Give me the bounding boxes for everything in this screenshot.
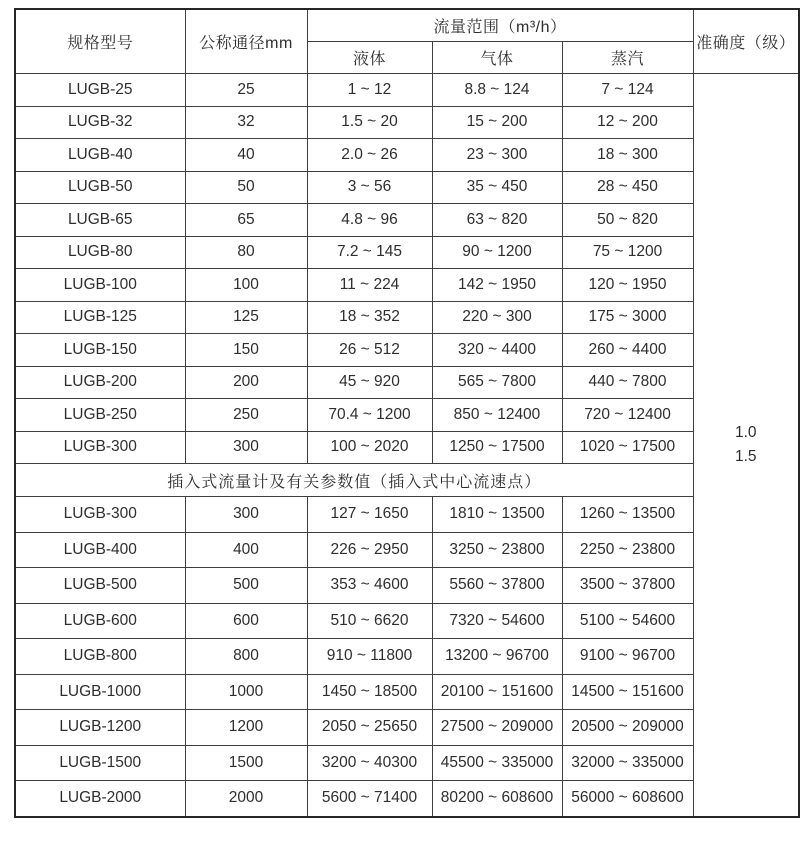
- liquid-cell: 1.5 ~ 20: [307, 106, 432, 139]
- gas-cell: 7320 ~ 54600: [432, 603, 562, 639]
- gas-cell: 35 ~ 450: [432, 171, 562, 204]
- model-cell: LUGB-65: [15, 204, 185, 237]
- gas-cell: 850 ~ 12400: [432, 399, 562, 432]
- steam-cell: 14500 ~ 151600: [562, 674, 693, 710]
- dn-cell: 1200: [185, 710, 307, 746]
- accuracy-value: 1.0: [734, 423, 757, 441]
- liquid-cell: 127 ~ 1650: [307, 497, 432, 533]
- steam-cell: 720 ~ 12400: [562, 399, 693, 432]
- model-cell: LUGB-250: [15, 399, 185, 432]
- liquid-cell: 3 ~ 56: [307, 171, 432, 204]
- table-row: [15, 171, 799, 204]
- model-cell: LUGB-80: [15, 236, 185, 269]
- dn-cell: 32: [185, 106, 307, 139]
- table-row: [15, 106, 799, 139]
- model-cell: LUGB-500: [15, 568, 185, 604]
- dn-cell: 250: [185, 399, 307, 432]
- steam-cell: 50 ~ 820: [562, 204, 693, 237]
- liquid-cell: 3200 ~ 40300: [307, 745, 432, 781]
- gas-cell: 63 ~ 820: [432, 204, 562, 237]
- table-row: [15, 674, 799, 710]
- steam-cell: 440 ~ 7800: [562, 366, 693, 399]
- steam-cell: 32000 ~ 335000: [562, 745, 693, 781]
- model-cell: LUGB-32: [15, 106, 185, 139]
- liquid-cell: 2050 ~ 25650: [307, 710, 432, 746]
- dn-cell: 600: [185, 603, 307, 639]
- model-cell: LUGB-125: [15, 301, 185, 334]
- steam-cell: 5100 ~ 54600: [562, 603, 693, 639]
- gas-cell: 1250 ~ 17500: [432, 431, 562, 464]
- gas-cell: 23 ~ 300: [432, 139, 562, 172]
- gas-cell: 80200 ~ 608600: [432, 781, 562, 817]
- dn-cell: 40: [185, 139, 307, 172]
- table-header: [15, 9, 799, 74]
- steam-cell: 2250 ~ 23800: [562, 532, 693, 568]
- liquid-cell: 510 ~ 6620: [307, 603, 432, 639]
- table-row: [15, 603, 799, 639]
- table-row: [15, 74, 799, 107]
- model-cell: LUGB-40: [15, 139, 185, 172]
- model-cell: LUGB-1200: [15, 710, 185, 746]
- model-cell: LUGB-800: [15, 639, 185, 675]
- dn-cell: 400: [185, 532, 307, 568]
- liquid-cell: 2.0 ~ 26: [307, 139, 432, 172]
- model-cell: LUGB-150: [15, 334, 185, 367]
- liquid-cell: 100 ~ 2020: [307, 431, 432, 464]
- dn-cell: 100: [185, 269, 307, 302]
- table-row: [15, 639, 799, 675]
- header-flow-range: 流量范围（m³/h）: [307, 9, 693, 42]
- steam-cell: 175 ~ 3000: [562, 301, 693, 334]
- gas-cell: 320 ~ 4400: [432, 334, 562, 367]
- header-gas: 气体: [432, 42, 562, 74]
- model-cell: LUGB-100: [15, 269, 185, 302]
- dn-cell: 200: [185, 366, 307, 399]
- table-row: [15, 399, 799, 432]
- liquid-cell: 18 ~ 352: [307, 301, 432, 334]
- dn-cell: 1000: [185, 674, 307, 710]
- gas-cell: 90 ~ 1200: [432, 236, 562, 269]
- liquid-cell: 70.4 ~ 1200: [307, 399, 432, 432]
- liquid-cell: 1450 ~ 18500: [307, 674, 432, 710]
- dn-cell: 125: [185, 301, 307, 334]
- liquid-cell: 4.8 ~ 96: [307, 204, 432, 237]
- dn-cell: 1500: [185, 745, 307, 781]
- section-separator-row: [15, 464, 799, 497]
- liquid-cell: 353 ~ 4600: [307, 568, 432, 604]
- gas-cell: 220 ~ 300: [432, 301, 562, 334]
- table-row: [15, 497, 799, 533]
- dn-cell: 300: [185, 497, 307, 533]
- liquid-cell: 11 ~ 224: [307, 269, 432, 302]
- model-cell: LUGB-600: [15, 603, 185, 639]
- table-row: [15, 334, 799, 367]
- model-cell: LUGB-25: [15, 74, 185, 107]
- dn-cell: 80: [185, 236, 307, 269]
- accuracy-cell: [693, 74, 799, 817]
- liquid-cell: 226 ~ 2950: [307, 532, 432, 568]
- gas-cell: 8.8 ~ 124: [432, 74, 562, 107]
- gas-cell: 565 ~ 7800: [432, 366, 562, 399]
- steam-cell: 120 ~ 1950: [562, 269, 693, 302]
- model-cell: LUGB-1500: [15, 745, 185, 781]
- section-separator-label: 插入式流量计及有关参数值（插入式中心流速点）: [15, 464, 693, 497]
- table-row: [15, 710, 799, 746]
- dn-cell: 50: [185, 171, 307, 204]
- table-row: [15, 301, 799, 334]
- liquid-cell: 26 ~ 512: [307, 334, 432, 367]
- table-row: [15, 139, 799, 172]
- model-cell: LUGB-300: [15, 497, 185, 533]
- accuracy-value: 1.5: [734, 447, 757, 465]
- header-liquid: 液体: [307, 42, 432, 74]
- dn-cell: 25: [185, 74, 307, 107]
- table-row: [15, 431, 799, 464]
- liquid-cell: 1 ~ 12: [307, 74, 432, 107]
- liquid-cell: 5600 ~ 71400: [307, 781, 432, 817]
- gas-cell: 20100 ~ 151600: [432, 674, 562, 710]
- model-cell: LUGB-1000: [15, 674, 185, 710]
- steam-cell: 28 ~ 450: [562, 171, 693, 204]
- flow-meter-spec-table: [14, 8, 800, 818]
- model-cell: LUGB-200: [15, 366, 185, 399]
- table-row: [15, 568, 799, 604]
- steam-cell: 12 ~ 200: [562, 106, 693, 139]
- table-row: [15, 532, 799, 568]
- dn-cell: 65: [185, 204, 307, 237]
- gas-cell: 45500 ~ 335000: [432, 745, 562, 781]
- liquid-cell: 45 ~ 920: [307, 366, 432, 399]
- steam-cell: 75 ~ 1200: [562, 236, 693, 269]
- steam-cell: 3500 ~ 37800: [562, 568, 693, 604]
- steam-cell: 9100 ~ 96700: [562, 639, 693, 675]
- header-accuracy: 准确度（级）: [693, 9, 799, 74]
- steam-cell: 1020 ~ 17500: [562, 431, 693, 464]
- header-nominal-diameter: 公称通径mm: [185, 9, 307, 74]
- dn-cell: 500: [185, 568, 307, 604]
- gas-cell: 15 ~ 200: [432, 106, 562, 139]
- model-cell: LUGB-2000: [15, 781, 185, 817]
- model-cell: LUGB-50: [15, 171, 185, 204]
- table-body: [15, 74, 799, 817]
- steam-cell: 7 ~ 124: [562, 74, 693, 107]
- dn-cell: 2000: [185, 781, 307, 817]
- gas-cell: 13200 ~ 96700: [432, 639, 562, 675]
- header-steam: 蒸汽: [562, 42, 693, 74]
- model-cell: LUGB-400: [15, 532, 185, 568]
- dn-cell: 800: [185, 639, 307, 675]
- gas-cell: 3250 ~ 23800: [432, 532, 562, 568]
- dn-cell: 150: [185, 334, 307, 367]
- liquid-cell: 910 ~ 11800: [307, 639, 432, 675]
- gas-cell: 5560 ~ 37800: [432, 568, 562, 604]
- steam-cell: 1260 ~ 13500: [562, 497, 693, 533]
- table-row: [15, 269, 799, 302]
- steam-cell: 260 ~ 4400: [562, 334, 693, 367]
- liquid-cell: 7.2 ~ 145: [307, 236, 432, 269]
- table-row: [15, 745, 799, 781]
- model-cell: LUGB-300: [15, 431, 185, 464]
- steam-cell: 18 ~ 300: [562, 139, 693, 172]
- dn-cell: 300: [185, 431, 307, 464]
- table-row: [15, 781, 799, 817]
- gas-cell: 142 ~ 1950: [432, 269, 562, 302]
- gas-cell: 27500 ~ 209000: [432, 710, 562, 746]
- table-row: [15, 236, 799, 269]
- gas-cell: 1810 ~ 13500: [432, 497, 562, 533]
- header-row-1: [15, 9, 799, 42]
- header-model: 规格型号: [15, 9, 185, 74]
- table-row: [15, 204, 799, 237]
- table-row: [15, 366, 799, 399]
- steam-cell: 56000 ~ 608600: [562, 781, 693, 817]
- steam-cell: 20500 ~ 209000: [562, 710, 693, 746]
